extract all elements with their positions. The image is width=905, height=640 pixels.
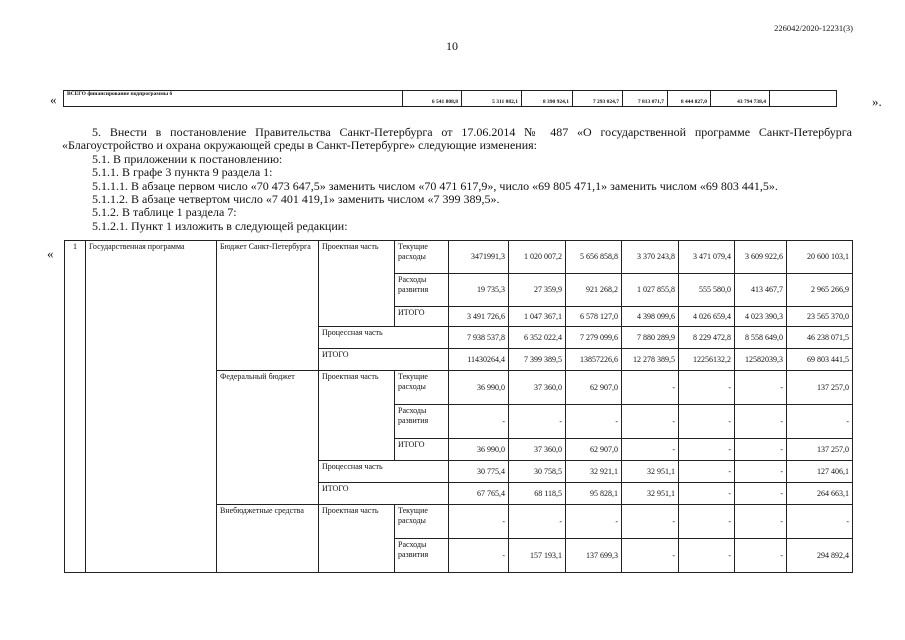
funding-table (64, 240, 853, 573)
cell: 12582039,3 (735, 349, 787, 371)
cell: - (735, 371, 787, 405)
cell: 4 023 390,3 (735, 307, 787, 327)
paragraph: 5.1.2.1. Пункт 1 изложить в следующей редакции: (92, 218, 348, 233)
cell: 32 921,1 (566, 461, 622, 483)
itogo-label: ИТОГО (395, 307, 449, 327)
cell: 4 398 099,6 (622, 307, 679, 327)
cell: 3 491 726,6 (449, 307, 509, 327)
source-federal: Федеральный бюджет (217, 371, 319, 505)
cell: - (622, 439, 679, 461)
cell: 8 229 472,8 (679, 327, 735, 349)
cell: 1 027 855,8 (622, 274, 679, 307)
cell: 4 026 659,4 (679, 307, 735, 327)
cell: - (735, 405, 787, 439)
cell: 137 257,0 (787, 371, 853, 405)
close-quote-1: ». (872, 94, 882, 109)
cell: 62 907,0 (566, 439, 622, 461)
cell: - (622, 539, 679, 573)
cell: - (735, 461, 787, 483)
cell: - (679, 461, 735, 483)
cell: - (679, 483, 735, 505)
cell: 12 278 389,5 (622, 349, 679, 371)
total-cell: 43 794 738,4 (711, 91, 770, 107)
cell: 27 359,9 (509, 274, 566, 307)
cell: - (735, 483, 787, 505)
project-part-label: Проектная часть (319, 241, 395, 327)
cell: 37 360,0 (509, 439, 566, 461)
cell: 2 965 266,9 (787, 274, 853, 307)
process-part-label: Процессная часть (319, 461, 449, 483)
amendment-text (62, 126, 852, 233)
project-part-label: Проектная часть (319, 371, 395, 461)
cell: - (787, 505, 853, 539)
cell: 294 892,4 (787, 539, 853, 573)
cell: - (679, 405, 735, 439)
cell: 32 951,1 (622, 461, 679, 483)
table-row (64, 91, 837, 107)
row-number: 1 (65, 241, 86, 573)
cell: 1 047 367,1 (509, 307, 566, 327)
cell: 8 558 649,0 (735, 327, 787, 349)
cell: 7 880 289,9 (622, 327, 679, 349)
cell: 5 656 858,8 (566, 241, 622, 274)
total-cell: 7 293 024,7 (573, 91, 623, 107)
cell: - (622, 505, 679, 539)
cell: 36 990,0 (449, 439, 509, 461)
open-quote-1: « (50, 92, 57, 107)
cell: 3471991,3 (449, 241, 509, 274)
source-extra: Внебюджетные средства (217, 505, 319, 573)
cell: 137 257,0 (787, 439, 853, 461)
cell: 3 471 079,4 (679, 241, 735, 274)
cell: 3 609 922,6 (735, 241, 787, 274)
document-id: 226042/2020-12231(3) (774, 23, 853, 33)
total-cell (770, 91, 837, 107)
total-label: ВСЕГО финансирование подпрограммы 6 (64, 91, 403, 107)
cell: 413 467,7 (735, 274, 787, 307)
project-part-label: Проектная часть (319, 505, 395, 573)
paragraph: 5.1.1.2. В абзаце четвертом число «7 401 419,1» заменить числом «7 399 389,5». (92, 192, 500, 207)
cell: - (735, 439, 787, 461)
cell: - (735, 539, 787, 573)
total-cell: 6 541 808,8 (403, 91, 462, 107)
cell: - (735, 505, 787, 539)
current-expenses-label: Текущие расходы (395, 505, 449, 539)
cell: 13857226,6 (566, 349, 622, 371)
paragraph: 5.1. В приложении к постановлению: (92, 151, 283, 166)
cell: 37 360,0 (509, 371, 566, 405)
cell: - (509, 405, 566, 439)
cell: 95 828,1 (566, 483, 622, 505)
cell: - (787, 405, 853, 439)
cell: - (449, 505, 509, 539)
process-part-label: Процессная часть (319, 327, 449, 349)
cell: 1 020 007,2 (509, 241, 566, 274)
cell: 30 775,4 (449, 461, 509, 483)
current-expenses-label: Текущие расходы (395, 371, 449, 405)
total-cell: 8 390 924,1 (522, 91, 573, 107)
cell: - (449, 539, 509, 573)
current-expenses-label: Текущие расходы (395, 241, 449, 274)
cell: 157 193,1 (509, 539, 566, 573)
cell: 30 758,5 (509, 461, 566, 483)
paragraph: 5. Внести в постановление Правительства Санкт-Петербурга от 17.06.2014 № 487 «О государственной программе Санкт-Петербурга «Благоустройство и охрана окружающей среды в Санкт-Петербурге» следующие изменения: (62, 125, 852, 153)
cell: - (622, 405, 679, 439)
cell: - (622, 371, 679, 405)
total-cell: 7 813 071,7 (623, 91, 668, 107)
itogo-label: ИТОГО (319, 483, 449, 505)
cell: 6 578 127,0 (566, 307, 622, 327)
cell: 46 238 071,5 (787, 327, 853, 349)
program-name: Государственная программа (86, 241, 217, 573)
cell: 6 352 022,4 (509, 327, 566, 349)
cell: 7 279 099,6 (566, 327, 622, 349)
cell: 555 580,0 (679, 274, 735, 307)
cell: 137 699,3 (566, 539, 622, 573)
cell: - (679, 371, 735, 405)
cell: - (509, 505, 566, 539)
total-cell: 5 311 082,1 (462, 91, 522, 107)
cell: - (566, 505, 622, 539)
cell: 62 907,0 (566, 371, 622, 405)
paragraph: 5.1.1.1. В абзаце первом число «70 473 647,5» заменить числом «70 471 617,9», число «69 805 471,1» заменить числом «69 803 441,5». (92, 178, 778, 193)
paragraph: 5.1.1. В графе 3 пункта 9 раздела 1: (92, 165, 273, 180)
cell: 36 990,0 (449, 371, 509, 405)
cell: 19 735,3 (449, 274, 509, 307)
cell: - (449, 405, 509, 439)
cell: 67 765,4 (449, 483, 509, 505)
page-number: 10 (446, 39, 458, 53)
total-financing-table (63, 90, 837, 107)
cell: - (566, 405, 622, 439)
cell: 264 663,1 (787, 483, 853, 505)
cell: 127 406,1 (787, 461, 853, 483)
paragraph: 5.1.2. В таблице 1 раздела 7: (92, 205, 237, 220)
cell: - (679, 439, 735, 461)
cell: - (679, 539, 735, 573)
cell: 7 938 537,8 (449, 327, 509, 349)
cell: 68 118,5 (509, 483, 566, 505)
development-expenses-label: Расходы развития (395, 274, 449, 307)
cell: 69 803 441,5 (787, 349, 853, 371)
cell: 11430264,4 (449, 349, 509, 371)
total-cell: 8 444 827,0 (668, 91, 711, 107)
open-quote-2: « (47, 246, 54, 261)
cell: 32 951,1 (622, 483, 679, 505)
cell: 12256132,2 (679, 349, 735, 371)
source-spb: Бюджет Санкт-Петербурга (217, 241, 319, 371)
itogo-label: ИТОГО (395, 439, 449, 461)
itogo-label: ИТОГО (319, 349, 449, 371)
cell: 23 565 370,0 (787, 307, 853, 327)
cell: - (679, 505, 735, 539)
cell: 921 268,2 (566, 274, 622, 307)
cell: 7 399 389,5 (509, 349, 566, 371)
cell: 3 370 243,8 (622, 241, 679, 274)
development-expenses-label: Расходы развития (395, 539, 449, 573)
table-row (65, 241, 853, 274)
cell: 20 600 103,1 (787, 241, 853, 274)
development-expenses-label: Расходы развития (395, 405, 449, 439)
